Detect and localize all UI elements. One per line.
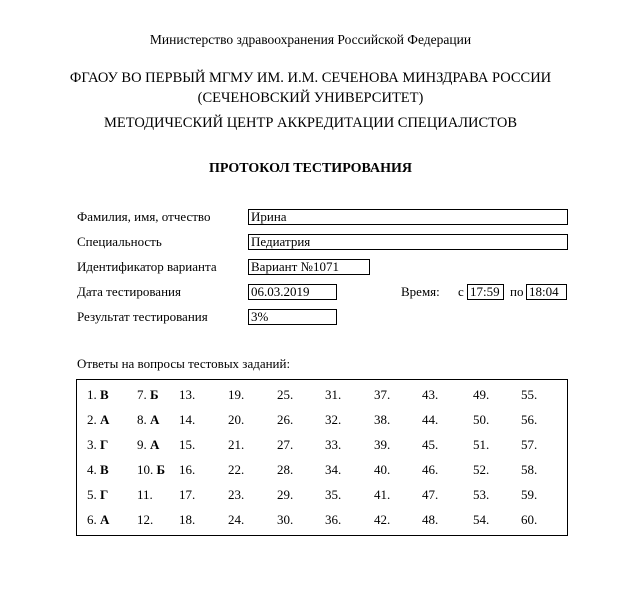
answer-item xyxy=(87,487,108,503)
question-number: 44. xyxy=(422,412,439,427)
answer-item xyxy=(228,412,244,428)
question-number: 3. xyxy=(87,437,97,452)
question-number: 38. xyxy=(374,412,391,427)
answer-item xyxy=(137,512,153,528)
ministry-name: Министерство здравоохранения Российской Федерации xyxy=(149,32,472,47)
answer-item xyxy=(277,512,293,528)
question-number: 24. xyxy=(228,512,245,527)
question-number: 30. xyxy=(277,512,294,527)
answer-item xyxy=(179,487,195,503)
answer-letter: Г xyxy=(100,437,109,452)
question-number: 57. xyxy=(521,437,538,452)
answer-item xyxy=(179,512,195,528)
answer-item xyxy=(87,437,108,453)
answer-item xyxy=(325,412,341,428)
question-number: 26. xyxy=(277,412,294,427)
question-number: 32. xyxy=(325,412,342,427)
answer-item xyxy=(137,487,153,503)
answer-item xyxy=(228,487,244,503)
question-number: 27. xyxy=(277,437,294,452)
question-number: 42. xyxy=(374,512,391,527)
question-number: 48. xyxy=(422,512,439,527)
question-number: 59. xyxy=(521,487,538,502)
answer-item xyxy=(277,487,293,503)
answer-item xyxy=(228,462,244,478)
question-number: 15. xyxy=(179,437,196,452)
question-number: 23. xyxy=(228,487,245,502)
answer-item xyxy=(473,437,489,453)
time-to-field: 18:04 xyxy=(526,284,567,300)
answer-item xyxy=(277,462,293,478)
time-to-label: по xyxy=(510,284,524,299)
question-number: 31. xyxy=(325,387,342,402)
answer-item xyxy=(422,437,438,453)
answer-item xyxy=(422,462,438,478)
center-name: МЕТОДИЧЕСКИЙ ЦЕНТР АККРЕДИТАЦИИ СПЕЦИАЛИСТОВ xyxy=(103,115,517,131)
time-label: Время: xyxy=(401,284,440,299)
question-number: 4. xyxy=(87,462,97,477)
answer-letter: Б xyxy=(150,387,159,402)
answer-letter: Б xyxy=(156,462,166,477)
answer-letter: Г xyxy=(100,487,109,502)
question-number: 13. xyxy=(179,387,196,402)
specialty-field: Педиатрия xyxy=(248,234,568,250)
name-field: Ирина xyxy=(248,209,568,225)
question-number: 51. xyxy=(473,437,490,452)
result-field: 3% xyxy=(248,309,337,325)
answer-item xyxy=(277,412,293,428)
answer-item xyxy=(521,412,537,428)
question-number: 28. xyxy=(277,462,294,477)
question-number: 45. xyxy=(422,437,439,452)
question-number: 5. xyxy=(87,487,97,502)
question-number: 1. xyxy=(87,387,97,402)
answer-item xyxy=(325,512,341,528)
answer-item xyxy=(521,387,537,403)
question-number: 49. xyxy=(473,387,490,402)
question-number: 17. xyxy=(179,487,196,502)
name-label: Фамилия, имя, отчество xyxy=(77,209,211,224)
answer-letter: А xyxy=(150,437,160,452)
answer-item xyxy=(473,412,489,428)
answer-item xyxy=(277,387,293,403)
answer-item xyxy=(87,462,109,478)
question-number: 2. xyxy=(87,412,97,427)
question-number: 43. xyxy=(422,387,439,402)
question-number: 35. xyxy=(325,487,342,502)
answer-item xyxy=(179,387,195,403)
answer-item xyxy=(325,387,341,403)
answer-item xyxy=(277,437,293,453)
question-number: 40. xyxy=(374,462,391,477)
answer-item xyxy=(374,437,390,453)
answer-item xyxy=(521,462,537,478)
answer-item xyxy=(87,412,109,428)
answer-item xyxy=(374,487,390,503)
answer-item xyxy=(137,387,159,403)
question-number: 29. xyxy=(277,487,294,502)
question-number: 33. xyxy=(325,437,342,452)
answer-item xyxy=(422,387,438,403)
variant-field: Вариант №1071 xyxy=(248,259,370,275)
answer-item xyxy=(325,487,341,503)
question-number: 16. xyxy=(179,462,196,477)
answer-item xyxy=(374,387,390,403)
question-number: 11. xyxy=(137,487,153,502)
question-number: 54. xyxy=(473,512,490,527)
question-number: 46. xyxy=(422,462,439,477)
answer-item xyxy=(473,512,489,528)
date-label: Дата тестирования xyxy=(77,284,181,299)
answer-item xyxy=(374,412,390,428)
question-number: 20. xyxy=(228,412,245,427)
question-number: 39. xyxy=(374,437,391,452)
answer-item xyxy=(87,512,109,528)
question-number: 22. xyxy=(228,462,245,477)
time-from-label: с xyxy=(458,284,464,299)
answer-item xyxy=(87,387,109,403)
question-number: 25. xyxy=(277,387,294,402)
answer-item xyxy=(137,462,165,478)
answer-letter: А xyxy=(100,412,110,427)
answer-item xyxy=(374,462,390,478)
question-number: 58. xyxy=(521,462,538,477)
answer-item xyxy=(521,437,537,453)
answer-item xyxy=(325,437,341,453)
question-number: 50. xyxy=(473,412,490,427)
university-name: ФГАОУ ВО ПЕРВЫЙ МГМУ ИМ. И.М. СЕЧЕНОВА МИНЗДРАВА РОССИИ xyxy=(69,70,552,86)
answer-item xyxy=(179,437,195,453)
answer-item xyxy=(473,387,489,403)
university-short-name: (СЕЧЕНОВСКИЙ УНИВЕРСИТЕТ) xyxy=(197,90,424,106)
question-number: 60. xyxy=(521,512,538,527)
question-number: 6. xyxy=(87,512,97,527)
answer-item xyxy=(137,437,159,453)
question-number: 12. xyxy=(137,512,154,527)
question-number: 47. xyxy=(422,487,439,502)
answer-item xyxy=(521,487,537,503)
question-number: 56. xyxy=(521,412,538,427)
answer-letter: В xyxy=(100,462,109,477)
answer-item xyxy=(179,412,195,428)
specialty-label: Специальность xyxy=(77,234,162,249)
question-number: 7. xyxy=(137,387,147,402)
answer-item xyxy=(473,462,489,478)
answer-item xyxy=(228,387,244,403)
question-number: 37. xyxy=(374,387,391,402)
question-number: 53. xyxy=(473,487,490,502)
question-number: 36. xyxy=(325,512,342,527)
question-number: 52. xyxy=(473,462,490,477)
question-number: 41. xyxy=(374,487,391,502)
answer-item xyxy=(473,487,489,503)
question-number: 34. xyxy=(325,462,342,477)
answer-item xyxy=(137,412,159,428)
question-number: 18. xyxy=(179,512,196,527)
question-number: 14. xyxy=(179,412,196,427)
question-number: 55. xyxy=(521,387,538,402)
answers-table xyxy=(76,379,568,536)
answer-item xyxy=(422,512,438,528)
question-number: 10. xyxy=(137,462,154,477)
answer-item xyxy=(228,437,244,453)
answer-letter: В xyxy=(100,387,109,402)
question-number: 8. xyxy=(137,412,147,427)
time-from-field: 17:59 xyxy=(467,284,504,300)
variant-label: Идентификатор варианта xyxy=(77,259,217,274)
answer-letter: А xyxy=(150,412,160,427)
question-number: 21. xyxy=(228,437,245,452)
document-title: ПРОТОКОЛ ТЕСТИРОВАНИЯ xyxy=(208,161,413,176)
answer-item xyxy=(179,462,195,478)
answer-item xyxy=(228,512,244,528)
date-field: 06.03.2019 xyxy=(248,284,337,300)
answer-item xyxy=(422,487,438,503)
answer-item xyxy=(374,512,390,528)
answer-item xyxy=(422,412,438,428)
question-number: 19. xyxy=(228,387,245,402)
answer-item xyxy=(521,512,537,528)
result-label: Результат тестирования xyxy=(77,309,208,324)
question-number: 9. xyxy=(137,437,147,452)
answer-item xyxy=(325,462,341,478)
answers-caption: Ответы на вопросы тестовых заданий: xyxy=(77,356,291,371)
answer-letter: А xyxy=(100,512,110,527)
